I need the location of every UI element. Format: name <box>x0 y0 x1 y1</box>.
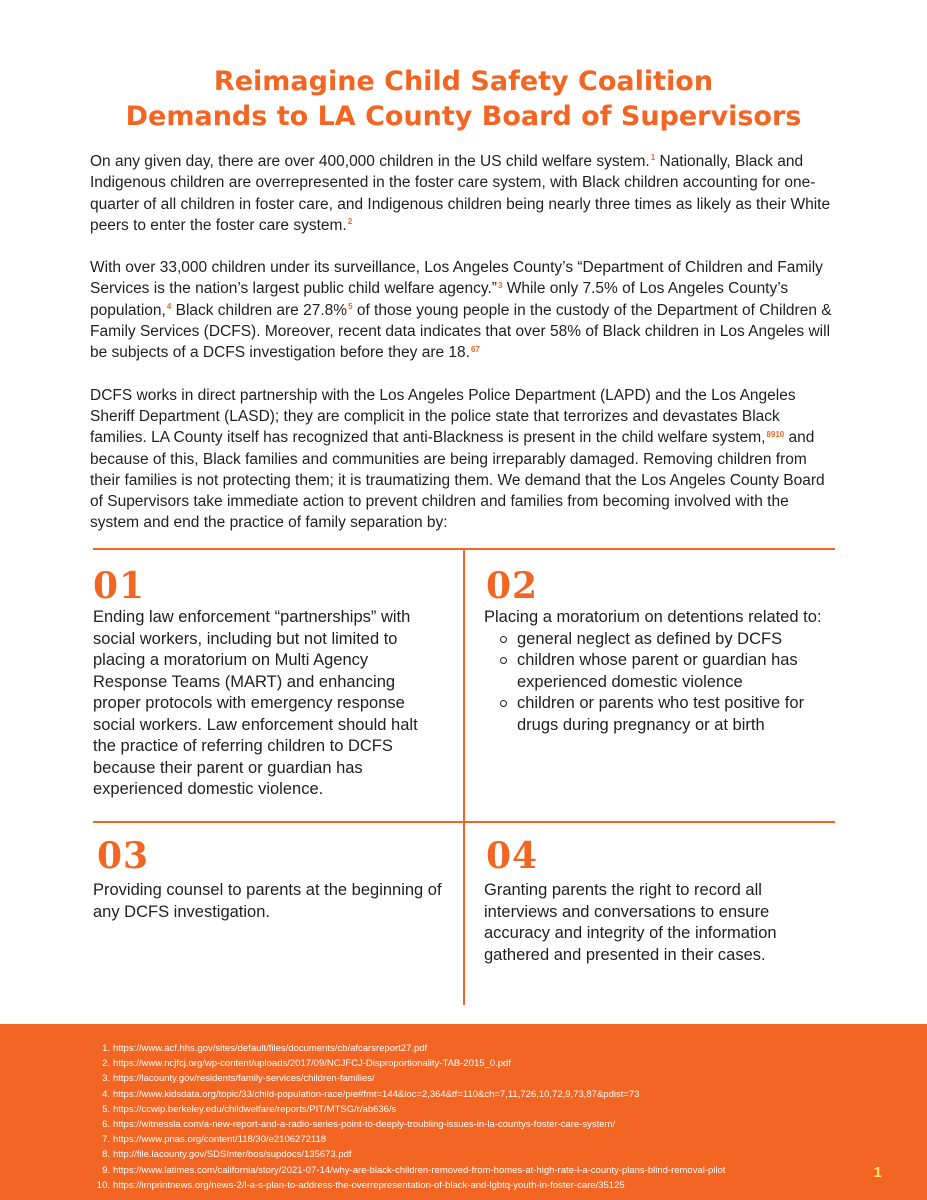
reference-number: 7. <box>102 1134 110 1146</box>
reference-item <box>90 1102 850 1117</box>
reference-link[interactable]: http://file.lacounty.gov/SDSInter/bos/supdocs/135673.pdf <box>113 1149 352 1161</box>
reference-number: 5. <box>102 1103 110 1115</box>
reference-item <box>90 1041 850 1056</box>
reference-link[interactable]: https://www.pnas.org/content/118/30/e2106272118 <box>113 1134 327 1146</box>
footnote-marker: 8910 <box>766 429 785 439</box>
footnote-marker: 4 <box>166 302 172 312</box>
reference-item <box>90 1056 850 1071</box>
paragraph-text: DCFS works in direct partnership with the Los Angeles Police Department (LAPD) and the Los Angeles Sheriff Department (LASD); they are complicit in the police state that terrorizes and devastates Black families. LA County itself has recognized that anti-Blackness is present in the child welfare system, <box>90 386 796 447</box>
paragraph-text: of those young people in the custody of the Department of Children & Family Services (DCFS). Moreover, recent data indicates that over 58% of Black children in Los Angeles will be subjects of a DCFS investigation before they are 18. <box>90 301 832 362</box>
bullet-item: general neglect as defined by DCFS <box>517 629 834 651</box>
demand-text-01: Ending law enforcement “partnerships” with social workers, including but not limited to placing a moratorium on Multi Agency Response Teams (MART) and enhancing proper protocols with emergency response social workers. Law enforcement should halt the practice of referring children to DCFS because their parent or guardian has experienced domestic violence. <box>93 608 418 798</box>
references-footer <box>0 1024 927 1200</box>
reference-number: 10. <box>96 1179 110 1191</box>
demand-text-02: Placing a moratorium on detentions related to: <box>484 608 822 626</box>
demand-block-02 <box>484 607 834 736</box>
reference-item <box>90 1178 850 1193</box>
reference-number: 2. <box>102 1058 110 1070</box>
reference-link[interactable]: https://ccwip.berkeley.edu/childwelfare/reports/PIT/MTSG/r/ab636/s <box>113 1103 397 1115</box>
reference-link[interactable]: https://lacounty.gov/residents/family-services/children-families/ <box>113 1073 375 1085</box>
title-line-1: Reimagine Child Safety Coalition <box>213 66 714 97</box>
paragraph-text: Black children are 27.8% <box>171 301 348 319</box>
reference-link[interactable]: https://www.ncjfcj.org/wp-content/uploads/2017/09/NCJFCJ-Disproportionality-TAB-2015_0.pdf <box>113 1058 511 1070</box>
footnote-marker: 67 <box>470 344 480 354</box>
paragraph-text: and because of this, Black families and communities are being irreparably damaged. Removing children from their families is not protecting them; it is traumatizing them. We demand that the Los Angeles County Board of Supervisors take immediate action to prevent children and families from becoming involved with the system and end the practice of family separation by: <box>90 429 825 532</box>
footnote-marker: 3 <box>497 280 503 290</box>
page-title <box>0 64 927 134</box>
bullet-item: children or parents who test positive for drugs during pregnancy or at birth <box>517 693 834 736</box>
paragraph-text: With over 33,000 children under its surveillance, Los Angeles County’s “Department of Children and Family Services is the nation’s largest public child welfare agency.” <box>90 259 823 298</box>
title-line-2: Demands to LA County Board of Supervisors <box>125 101 802 132</box>
grid-vertical-divider <box>463 548 465 1005</box>
reference-link[interactable]: https://www.latimes.com/california/story/2021-07-14/why-are-black-children-removed-from-homes-at-high-rate-l-a-county-plans-blind-removal-pilot <box>113 1164 726 1176</box>
reference-number: 8. <box>102 1149 110 1161</box>
intro-paragraph-2 <box>90 257 840 363</box>
demand-text-04: Granting parents the right to record all interviews and conversations to ensure accuracy and integrity of the information gathered and presented in their cases. <box>484 881 777 964</box>
reference-item <box>90 1117 850 1132</box>
reference-item <box>90 1087 850 1102</box>
reference-number: 1. <box>102 1043 110 1054</box>
demand-02-bullet-list <box>484 629 834 737</box>
reference-item <box>90 1147 850 1162</box>
intro-section <box>90 151 840 555</box>
reference-link[interactable]: https://www.acf.hhs.gov/sites/default/files/documents/cb/afcarsreport27.pdf <box>113 1043 428 1054</box>
paragraph-text: Nationally, Black and Indigenous children are overrepresented in the foster care system, with Black children accounting for one-quarter of all children in foster care, and Indigenous children being nearly three times as likely as their White peers to enter the foster care system. <box>90 153 831 234</box>
reference-item <box>90 1071 850 1086</box>
reference-link[interactable]: https://witnessla.com/a-new-report-and-a-radio-series-point-to-deeply-troubling-issues-in-la-countys-foster-care-system/ <box>113 1119 616 1131</box>
demand-number-02: 02 <box>486 565 539 607</box>
demand-text-03: Providing counsel to parents at the beginning of any DCFS investigation. <box>93 881 442 921</box>
reference-item <box>90 1132 850 1147</box>
footnote-marker: 1 <box>650 153 656 163</box>
references-list <box>90 1041 850 1193</box>
footnote-marker: 5 <box>348 302 353 312</box>
reference-number: 6. <box>102 1119 110 1131</box>
paragraph-text: While only 7.5% of Los Angeles County’s population, <box>90 280 789 319</box>
reference-link[interactable]: https://www.kidsdata.org/topic/33/child-population-race/pie#fmt=144&loc=2,364&tf=110&ch=7,11,726,10,72,9,73,87&pdist=73 <box>113 1088 640 1100</box>
footnote-marker: 2 <box>347 217 353 227</box>
reference-number: 3. <box>102 1073 110 1085</box>
reference-number: 4. <box>102 1088 110 1100</box>
reference-number: 9. <box>102 1164 110 1176</box>
demand-number-01: 01 <box>93 565 146 607</box>
paragraph-text: On any given day, there are over 400,000 children in the US child welfare system. <box>90 153 650 170</box>
intro-paragraph-1 <box>90 151 840 236</box>
demand-number-03: 03 <box>97 835 150 877</box>
demand-number-04: 04 <box>486 835 539 877</box>
bullet-item: children whose parent or guardian has experienced domestic violence <box>517 650 834 693</box>
intro-paragraph-3 <box>90 385 840 534</box>
reference-link[interactable]: https://imprintnews.org/news-2/l-a-s-plan-to-address-the-overrepresentation-of-black-and-lgbtq-youth-in-foster-care/35125 <box>113 1179 625 1191</box>
reference-item <box>90 1163 850 1178</box>
page-number: 1 <box>873 1164 882 1181</box>
